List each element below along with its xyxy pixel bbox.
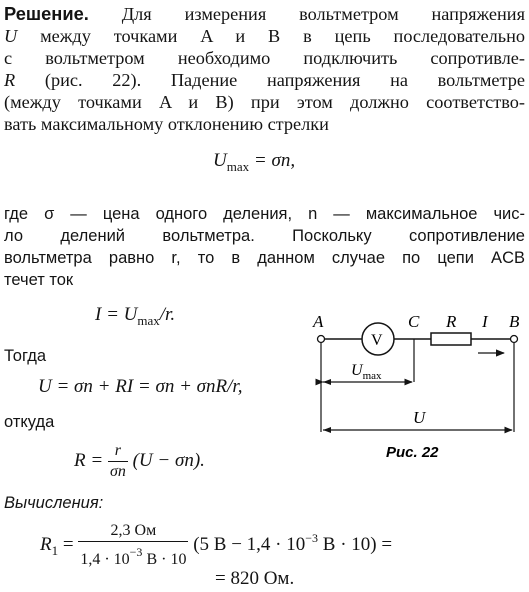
solution-heading: Решение. (4, 3, 89, 24)
equation-calc: $R_1$ = $\frac{2,3 Ом}{1,4 \cdot 10^{-3} В \cdot 10}$ (5 $В - 1,4 \cdot 10^{-3}$ В · 10) = (40, 522, 393, 568)
equation-current: $I = U_{max}/r$. (95, 304, 176, 328)
equation-r: R = $\frac{r}{\sigma n}$ (U − σn). (74, 442, 205, 480)
equation-umax: $U_{max} = \sigma n$, (213, 150, 296, 174)
fraction-r-over-sigma-n: $\frac{r}{\sigma n}$ (109, 442, 126, 480)
text-line-5: (между точками A и B) при этом должно соответство- (4, 92, 525, 112)
equation-u: U = σn + RI = σn + σnR/r, (38, 376, 243, 397)
label-b: B (509, 312, 520, 331)
umax-dimension-arrow-left (323, 379, 331, 385)
text-togda: Тогда (4, 347, 47, 365)
voltmeter-label: V (371, 332, 383, 349)
text-line-1: Решение. Для измерения вольтметром напряжения (4, 3, 525, 24)
terminal-a (318, 336, 325, 343)
text-line-10: течет ток (4, 271, 74, 289)
u-dimension-arrow-left (323, 427, 331, 433)
text-line-7: где σ — цена одного деления, n — максимальное чис- (4, 205, 525, 223)
text-line-6: вать максимальному отклонению стрелки (4, 114, 329, 134)
fraction-calc: $\frac{2,3 Ом}{1,4 \cdot 10^{-3} В \cdot 10}$ (80, 522, 187, 568)
terminal-b (511, 336, 518, 343)
equation-result: = 820 Ом. (215, 568, 295, 589)
text-line-2: U между точками A и B в цепь последовательно (4, 26, 525, 46)
text-line-9: вольтметра равно r, то в данном случае по цепи ACB (4, 249, 525, 267)
label-u: U (413, 408, 426, 427)
resistor-symbol (431, 333, 471, 345)
label-c: C (408, 312, 420, 331)
figure-caption: Рис. 22 (386, 444, 439, 461)
label-i: I (482, 312, 488, 331)
text-line-8: ло делений вольтметра. Поскольку сопротивление (4, 227, 525, 245)
label-a: A (313, 312, 324, 331)
text-otkuda: откуда (4, 413, 55, 431)
text-line-4: R (рис. 22). Падение напряжения на вольтметре (4, 70, 525, 90)
label-umax: $U_{max}$ (351, 362, 382, 382)
label-r: R (446, 312, 457, 331)
text-calculations: Вычисления: (4, 494, 104, 512)
text-line-3: с вольтметром необходимо подключить сопротивле- (4, 48, 525, 68)
